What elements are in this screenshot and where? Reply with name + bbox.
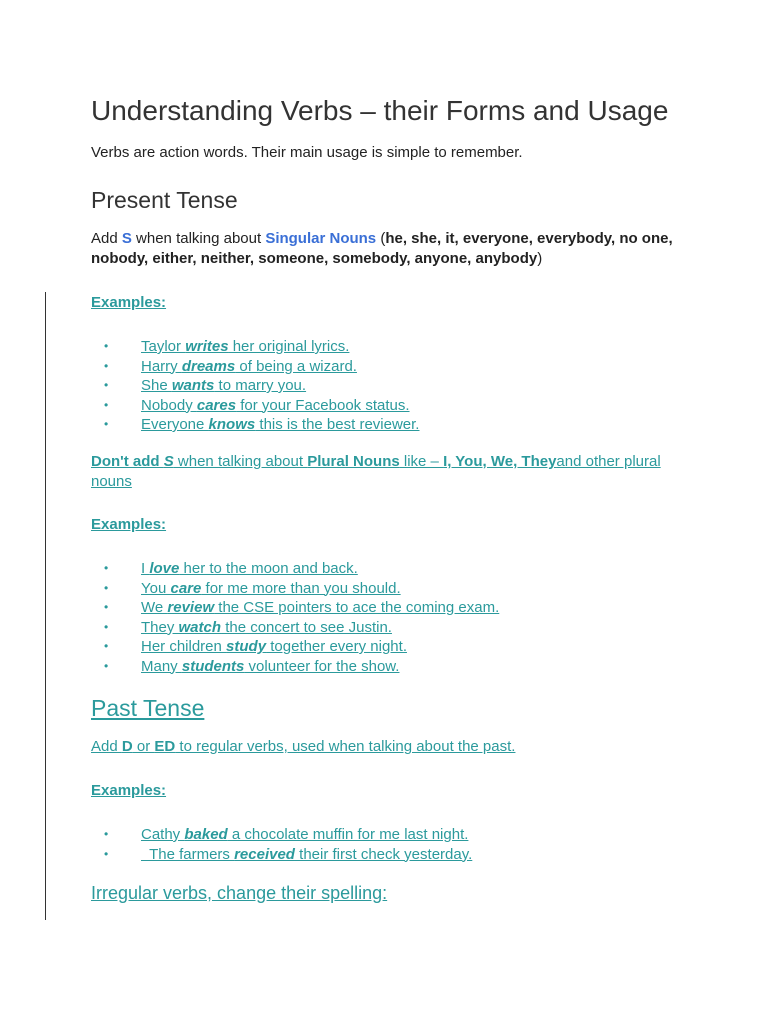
intro-text: Verbs are action words. Their main usage is simple to remember. — [91, 144, 523, 161]
page-title: Understanding Verbs – their Forms and Usage — [91, 95, 669, 126]
list-item: • She wants to marry you. — [104, 376, 419, 396]
list-item: • Cathy baked a chocolate muffin for me last night. — [104, 825, 472, 845]
list-item: • The farmers received their first check yesterday. — [104, 845, 472, 865]
list-item: • Nobody cares for your Facebook status. — [104, 396, 419, 416]
singular-rule: Add S when talking about Singular Nouns (he, she, it, everyone, everybody, no one, nobody, either, neither, someone, somebody, anyone, anybody) — [91, 230, 673, 267]
list-item: • Many students volunteer for the show. — [104, 657, 499, 677]
past-heading: Past Tense — [91, 695, 205, 721]
plural-examples-list — [90, 559, 499, 676]
list-item: • You care for me more than you should. — [104, 579, 499, 599]
irregular-heading: Irregular verbs, change their spelling: — [91, 883, 388, 903]
list-item: • Everyone knows this is the best reviewer. — [104, 415, 419, 435]
examples-label: Examples: — [91, 782, 167, 799]
list-item: • I love her to the moon and back. — [104, 559, 499, 579]
list-item: • We review the CSE pointers to ace the coming exam. — [104, 598, 499, 618]
list-item: • Harry dreams of being a wizard. — [104, 357, 419, 377]
past-examples-list — [90, 825, 472, 864]
plural-rule: Don't add S when talking about Plural Nouns like – I, You, We, Theyand other plural nouns — [91, 453, 661, 490]
examples-label: Examples: — [91, 516, 167, 533]
list-item: • Her children study together every night. — [104, 637, 499, 657]
examples-label: Examples: — [91, 294, 167, 311]
list-item: • Taylor writes her original lyrics. — [104, 337, 419, 357]
singular-examples-list — [90, 337, 419, 435]
past-rule: Add D or ED to regular verbs, used when talking about the past. — [91, 738, 516, 755]
present-heading: Present Tense — [91, 187, 238, 213]
list-item: • They watch the concert to see Justin. — [104, 618, 499, 638]
margin-line — [45, 292, 46, 920]
